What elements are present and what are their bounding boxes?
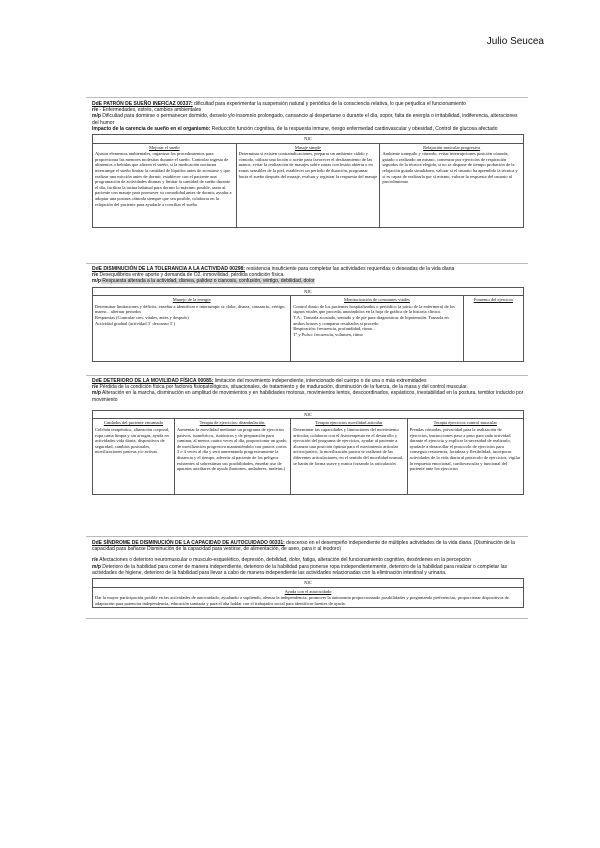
nic-table [92, 134, 524, 228]
nic-header: NIC [93, 287, 524, 296]
manifestations [92, 278, 524, 284]
nic-table [92, 287, 524, 363]
re-text: Desequilibrios entre aporte y demanda de O2, inmovilidad, pérdida condición física. [98, 272, 285, 279]
author-name: Julio Seucea [486, 36, 544, 47]
mp-label: m/p [92, 563, 101, 570]
nic-column-text: Prendas cómodas, privacidad para la realización de ejercicios, instrucciones paso a paso para cada actividad durante el ejercicio y explicar la necesidad de realizarlo, ayudarle a desarrollar el protocolo de ejercicios para conseguir resistencia, fortaleza y flexibilidad, incorporar actividades de la vida diaria al protocolo de ejercicios, vigilar la respuesta emocional, cardiovascular y funcional del paciente ante los ejercicios [409, 427, 522, 472]
nic-header: NIC [93, 579, 524, 588]
impact-text: Reducción función cognitiva, de la respuesta inmune, riesgo enfermedad cardiovascular y obesidad, Control de glucosa afectado [210, 125, 498, 132]
nic-column-title: Terapia ejercicios movilidad articular [315, 420, 383, 426]
nic-column-title: Monitorización de constantes vitales [344, 297, 410, 303]
nic-column [236, 143, 380, 227]
manifestations [92, 113, 524, 125]
re-label: r/e [92, 107, 99, 114]
nic-column [174, 419, 290, 495]
divider-top [86, 97, 528, 98]
nic-column-text: Determinar si existen contraindicaciones, preparar un ambiente cálido y cómodo, utilizar una loción o aceite para favorecer el deslizamiento de las manos, evitar la realización de masajes sobre zonas con lesión abierta o en zonas sensibles de la piel, establecer un período de duración, programar hacia el sueño después del masaje, evaluar y registrar la respuesta del masaje [238, 151, 378, 179]
nic-table [92, 578, 524, 608]
impact-label: Impacto de la carencia de sueño en el organismo: [92, 125, 211, 132]
divider [86, 536, 528, 537]
divider [86, 375, 528, 376]
impact [92, 126, 524, 132]
nic-line: Actividad gradual (actividad 3´ descanso 5´) [95, 320, 176, 326]
diagnosis-self-care [92, 540, 524, 610]
nic-column-title: Terapia de ejercicios: deambulación. [199, 420, 266, 426]
nic-column [291, 419, 407, 495]
nic-column-title: Manejo de la energía [172, 297, 211, 303]
diagnosis-statement [92, 540, 524, 552]
nic-column [380, 143, 524, 227]
diagnosis-code: DdE PATRÓN DE SUEÑO INEFICAZ 00337: [92, 101, 193, 107]
nic-column-text: Ambiente tranquilo y cómodo, evitar interrupciones posición cómoda, guiado o realizado un mismo, comenzar por ejercicios de respiración seguidos de la técnica elegida, si no se dispone de tiempo probación de la relajación guiada simultánea, valorar si el usuario ha aprendido la técnica y si es capaz de realizarla por sí mismo, valorar la respuesta del usuario al procedimiento [382, 151, 519, 185]
nic-column [407, 419, 523, 495]
diagnosis-definition: resistencia insuficiente para completar las actividades requeridas o deseadas de la vida diaria [244, 266, 455, 272]
nic-column-text: Colchón terapéutico, alineación corporal, ropa cama limpia y sin arrugas, ayuda en actividades vida diaria, dispositivos de seguridad, cambios posturales, movilizaciones pasivas y/o activas [95, 427, 171, 455]
diagnosis-activity-tolerance [92, 266, 524, 364]
nic-line: Control diario de los pacientes hospitalizados o periódico (a juicio de la enfermera) de los signos vitales que proceda, anotándolos en la hoja de gráfica de la historia clínica. [293, 303, 455, 315]
nic-column-title: Cuidados del paciente encamado [103, 420, 163, 426]
diagnosis-code: DdE SÍNDROME DE DISMINUCIÓN DE LA CAPACIDAD DE AUTOCUIDADO 00331: [92, 540, 285, 546]
mp-text: Alteración en la marcha, disminución en amplitud de movimientos y en habilidades motoras, movimientos lentos, descoordinados, espásticos, inestabilidad en la postura, temblor inducido por movimiento [92, 390, 524, 403]
nic-column [93, 143, 237, 227]
nic-column [291, 296, 463, 362]
nic-column-title: Terapia ejercicios control muscular [433, 420, 497, 426]
nic-line: Respiración: frecuencia, profundidad, ritmo… [293, 326, 377, 332]
re-label: r/e [92, 384, 99, 391]
nic-column [93, 296, 291, 362]
nic-column-title: Relajación muscular progresiva [423, 144, 481, 150]
diagnosis-definition: limitación del movimiento independiente, intencionado del cuerpo o de una o más extremidades [213, 378, 427, 384]
nic-column-title: Fomento del ejercicio [473, 297, 513, 303]
divider [86, 263, 528, 264]
nic-column-text: Determinar las capacidades y limitaciones del movimiento articular, colaborar con el fisioterapeuta en el desarrollo y ejecución del programa de ejercicios, ayudar al paciente a alcanzar una posición óptima para el movimiento articular activo/pasivo, la movilización pasiva se realizará de las diferentes articulaciones, en el sentido del movilidad normal, se harán de forma suave y nunca forzando la articulación [293, 427, 405, 466]
diagnosis-sleep-pattern [92, 101, 524, 230]
divider-bottom [86, 618, 528, 619]
nic-column [93, 587, 524, 608]
re-text: Afectaciones o deterioro neuromuscular o musculo-esquelético, depresión, debilidad, dolor, fatiga, alteración del funcionamiento cognitivo, desórdenes en la percepción [98, 557, 471, 564]
re-text: - Enfermedades, estrés, cambios ambientales [98, 107, 202, 114]
nic-table [92, 410, 524, 496]
mp-text: Deterioro de la habilidad para comer de manera independiente, deterioro de la habilidad para ponerse ropa independientemente, deterioro de la habilidad para realizar o completar las actividades de higiene, deterioro de la habilidad para llevar a cabo de manera independiente las actividades relacionadas con la eliminación intestinal y urinaria. [92, 563, 507, 576]
diagnosis-code: DdE DETERIORO DE LA MOVILIDAD FÍSICA 00085: [92, 378, 214, 384]
nic-column [463, 296, 523, 362]
nic-column-text: Dar la mayor participación posible en las actividades de autocuidado, ayudando o supliendo, alentar la independencia, promover la autonomía proporcionando posibilidades y preguntando preferencias, proporcionar dispositivos de adaptación para potenciar independencia, educación sanitaria y para el alta hablar con el trabajador social para identificar fuentes de ayuda. [95, 595, 510, 606]
manifestations [92, 564, 524, 576]
nic-line: Respuestas (Controlar ctes. vitales, antes y después) [95, 314, 189, 320]
mp-text: Respuesta alterada a la actividad, disnea, palidez o cianosis, confusión, vértigo, debilidad, dolor [100, 278, 315, 285]
nic-column-title: Masaje simple [294, 144, 322, 150]
diagnosis-code: DdE DISMINUCIÓN DE LA TOLERANCIA A LA ACTIVIDAD 00298: [92, 266, 245, 272]
nic-header: NIC [93, 410, 524, 419]
re-label: r/e [92, 557, 99, 564]
manifestations [92, 390, 524, 402]
nic-line: Tª y Pulso: frecuencia, volumen, ritmo [293, 331, 363, 337]
re-text: Pérdida de la condición física por factores fisiopatológicos, situacionales, de tratamiento y de maduración, disminución de la fuerza, de la masa y del control muscular. [98, 384, 468, 391]
nic-column-text: Aumentar la movilidad mediante un programa de ejercicios pasivos, isométricos, isotónicos y de preparación para caminar, al menos cuatro veces al día, proporcionar un grado de movilización progresiva manteniéndolo con paseos cortos 3 o 4 veces al día y será aumentando progresivamente la distancia y el tiempo, advertir al paciente de los peligros existentes al sobrestimar sus posibilidades, enseñar uso de aparatos auxiliares de ayuda (bastones, andadores, muletas.) [176, 427, 288, 472]
nic-column-title: Ayuda con el autocuidado [284, 588, 332, 594]
nic-line: Determinar limitaciones y déficits, enseñar a identificar e interrumpir si: dolor, disnea, cansancio, vértigo, mareo... alternar periodos [95, 303, 286, 315]
nic-column [93, 419, 175, 495]
re-label: r/e [92, 272, 99, 279]
mp-label: m/p [92, 390, 101, 397]
diagnosis-physical-mobility [92, 378, 524, 497]
mp-text: Dificultad para dormirse o permanecer dormido, desvelo y/o insomnio prolongado, cansancio al despertarse o durante el día, sopor, falta de energía o irritabilidad, indiferencia, alteraciones del humor [92, 113, 518, 126]
nic-column-text: Ajustar elementos ambientales, organizar los procedimientos para proporcionar las menores molestias durante el sueño. Controlar ingesta de alimentos o bebidas que alteren el sueño, si la medicación nocturna interrumpe el sueño limitar la cantidad de líquidos antes de acostarse y que realizar una micción antes de dormir, establecer con el paciente una programación de actividades diurnas y limitar la cantidad de sueño durante el día, facilitar la rutina habitual para dormir lo máximo posible, asear al paciente con masaje para promover su comodidad antes de dormir, ayudar a adoptar una postura cómoda siempre que sea posible, colaborar en la relajación del paciente para ayudarle a conciliar el sueño [95, 151, 233, 207]
diagnosis-definition: dificultad para experimentar la suspensión natural y periódica de la consciencia relativa, lo que perjudica el funcionamiento [192, 101, 466, 107]
mp-label: m/p [92, 113, 101, 120]
nic-line: T.A.: Tomarla acostado, sentado y de pie para diagnosticar de hipotensión. Tomarla en ambos brazos y comparar resultados si procede. [293, 314, 449, 326]
nic-header: NIC [93, 135, 524, 144]
diagnosis-definition: descenso en el desempeño independiente de múltiples actividades de la vida diaria. (Disminución de la capacidad para bañarse Disminución de la capacidad para vestirse, de alimentación, de aseo, para ir al inodoro) [92, 540, 515, 553]
mp-label: m/p [92, 278, 101, 285]
nic-column-title: Mejorar el sueño [149, 144, 180, 150]
